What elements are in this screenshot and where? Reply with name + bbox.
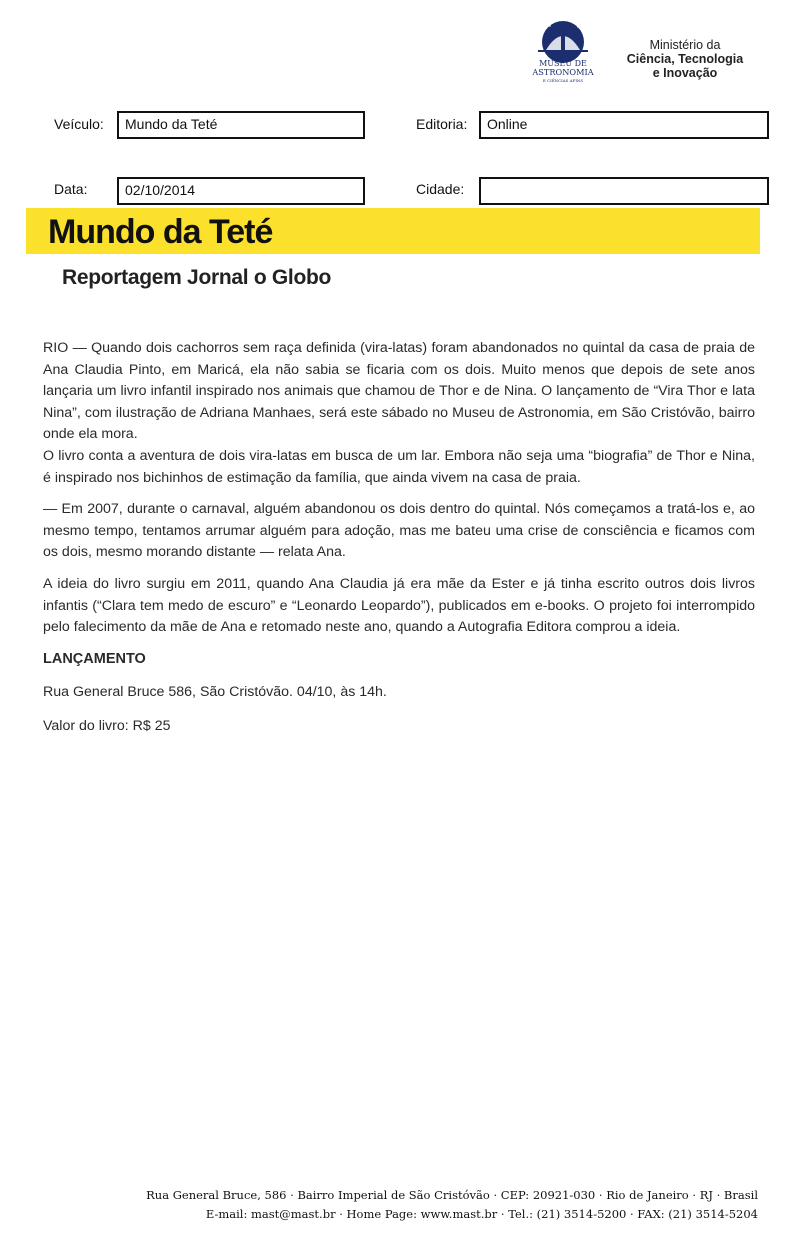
title-banner	[26, 208, 760, 254]
logo-text-line3: E CIÊNCIAS AFINS	[542, 78, 584, 83]
veiculo-label: Veículo:	[54, 116, 104, 132]
logo-text-line2: ASTRONOMIA	[532, 67, 594, 77]
footer-contact: E-mail: mast@mast.br · Home Page: www.mast.br · Tel.: (21) 3514-5200 · FAX: (21) 3514-5204	[205, 1207, 758, 1221]
cidade-label: Cidade:	[416, 181, 465, 197]
logo-text-line1: MUSEU DE	[539, 59, 587, 68]
banner-title: Mundo da Teté	[48, 213, 273, 251]
article-paragraph-1: RIO — Quando dois cachorros sem raça definida (vira-latas) foram abandonados no quintal da casa de praia de Ana Claudia Pinto, em Maricá, ela não sabia se ficaria com os dois. Muito menos que depois de sete anos lançaria um livro infantil inspirado nos animais que chamou de Thor e de Nina. O lançamento de “Vira Thor e lata Nina”, com ilustração de Adriana Manhaes, será este sábado no Museu de Astronomia, em São Cristóvão, bairro onde ela mora.	[43, 340, 755, 443]
cidade-field[interactable]	[479, 177, 769, 205]
ministry-line3: e Inovação	[652, 66, 718, 80]
subtitle: Reportagem Jornal o Globo	[62, 266, 332, 289]
veiculo-field[interactable]: Mundo da Teté	[117, 111, 365, 139]
ministry-line2: Ciência, Tecnologia	[626, 52, 744, 66]
editoria-label: Editoria:	[416, 116, 468, 132]
article-paragraph-4: A ideia do livro surgiu em 2011, quando Ana Claudia já era mãe da Ester e já tinha escrito outros dois livros infantis (“Clara tem medo de escuro” e “Leonardo Leopardo”), publicados em e-books. O projeto foi interrompido pelo falecimento da mãe de Ana e retomado neste ano, quando a Autografia Editora comprou a ideia.	[43, 575, 755, 636]
museum-logo	[528, 20, 598, 86]
footer	[146, 1186, 758, 1224]
ministry-name	[610, 38, 760, 80]
observatory-dome-icon	[528, 20, 598, 86]
article-paragraph-2: O livro conta a aventura de dois vira-latas em busca de um lar. Embora não seja uma “biografia” de Thor e Nina, é inspirado nos bichinhos de estimação da família, que ainda vivem na casa de praia.	[43, 447, 755, 486]
data-field[interactable]: 02/10/2014	[117, 177, 365, 205]
editoria-field[interactable]: Online	[479, 111, 769, 139]
article-body	[43, 338, 755, 748]
ministry-line1: Ministério da	[649, 38, 721, 52]
footer-address: Rua General Bruce, 586 · Bairro Imperial de São Cristóvão · CEP: 20921-030 · Rio de Janeiro · RJ · Brasil	[146, 1188, 758, 1202]
book-price: Valor do livro: R$ 25	[43, 717, 171, 734]
data-label: Data:	[54, 181, 88, 197]
launch-address: Rua General Bruce 586, São Cristóvão. 04/10, às 14h.	[43, 684, 387, 701]
article-paragraph-3: — Em 2007, durante o carnaval, alguém abandonou os dois dentro do quintal. Nós começamos a tratá-los e, ao mesmo tempo, tentamos arrumar alguém para adoção, mas me bateu uma crise de consciência e ficamos com os dois, mesmo morando distante — relata Ana.	[43, 501, 755, 561]
launch-heading: LANÇAMENTO	[43, 650, 146, 667]
